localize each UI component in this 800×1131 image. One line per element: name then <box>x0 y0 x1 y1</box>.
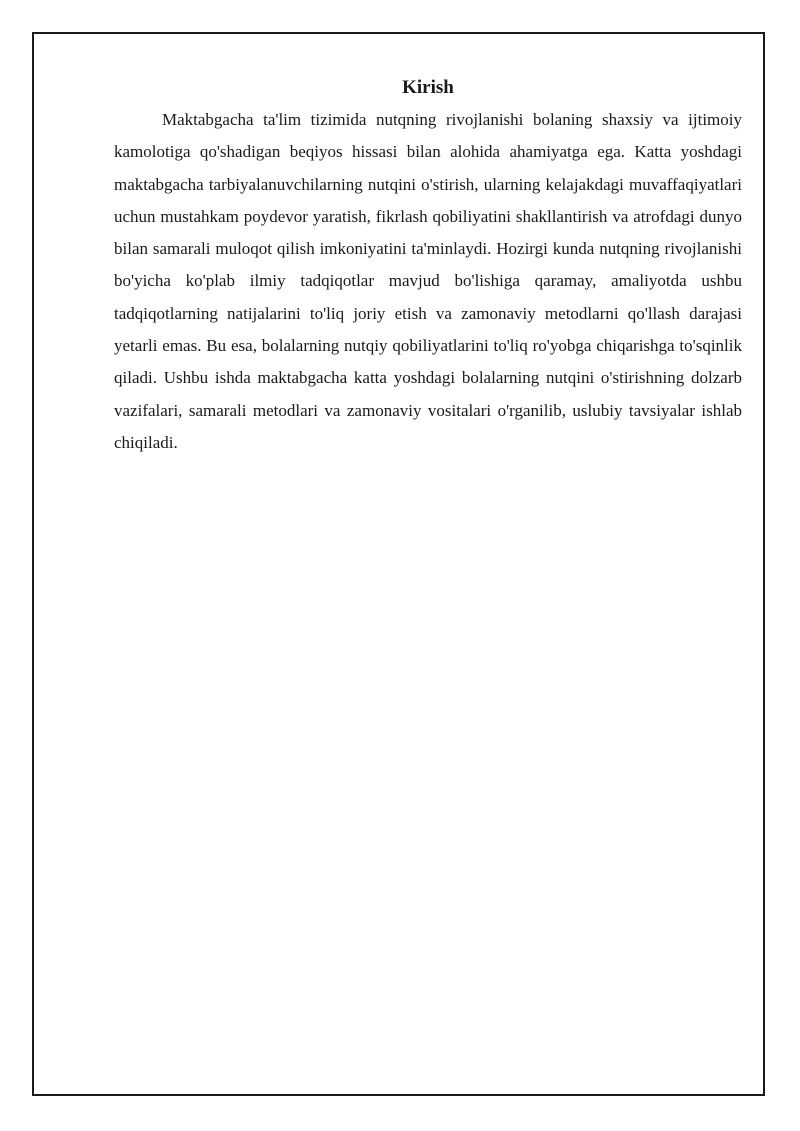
intro-paragraph: Maktabgacha ta'lim tizimida nutqning rivojlanishi bolaning shaxsiy va ijtimoiy kamolotiga qo'shadigan beqiyos hissasi bilan alohida ahamiyatga ega. Katta yoshdagi maktabgacha tarbiyalanuvchilarning nutqini o'stirish, ularning kelajakdagi muvaffaqiyatlari uchun mustahkam poydevor yaratish, fikrlash qobiliyatini shakllantirish va atrofdagi dunyo bilan samarali muloqot qilish imkoniyatini ta'minlaydi. Hozirgi kunda nutqning rivojlanishi bo'yicha ko'plab ilmiy tadqiqotlar mavjud bo'lishiga qaramay, amaliyotda ushbu tadqiqotlarning natijalarini to'liq joriy etish va zamonaviy metodlarni qo'llash darajasi yetarli emas. Bu esa, bolalarning nutqiy qobiliyatlarini to'liq ro'yobga chiqarishga to'sqinlik qiladi. Ushbu ishda maktabgacha katta yoshdagi bolalarning nutqini o'stirishning dolzarb vazifalari, samarali metodlari va zamonaviy vositalari o'rganilib, uslubiy tavsiyalar ishlab chiqiladi. <box>114 110 742 452</box>
page-title: Kirish <box>402 77 454 98</box>
document-body <box>114 74 742 459</box>
